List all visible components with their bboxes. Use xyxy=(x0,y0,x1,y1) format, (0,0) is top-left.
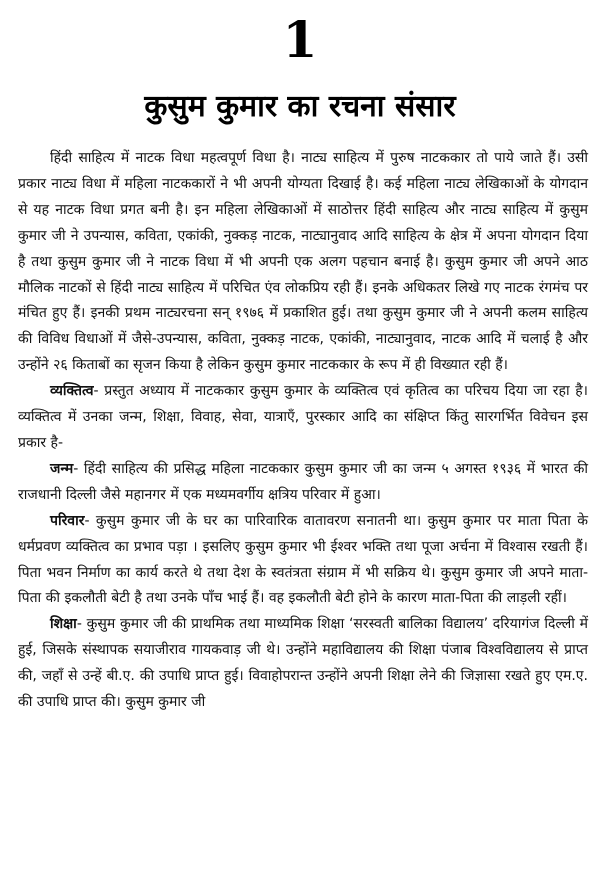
chapter-body xyxy=(18,146,588,716)
paragraph-birth xyxy=(18,457,588,509)
section-heading-education: शिक्षा xyxy=(50,616,77,633)
section-heading-family: परिवार xyxy=(50,512,85,529)
paragraph-text: - हिंदी साहित्य की प्रसिद्ध महिला नाटककार कुसुम कुमार जी का जन्म ५ अगस्त १९३६ में भारत की राजधानी दिल्ली जैसे महानगर में एक मध्यमवर्गीय क्षत्रिय परिवार में हुआ। xyxy=(18,460,588,503)
paragraph-text: - कुसुम कुमार जी के घर का पारिवारिक वातावरण सनातनी था। कुसुम कुमार पर माता पिता के धर्मप्रवण व्यक्तित्व का प्रभाव पड़ा । इसलिए कुसुम कुमार भी ईश्वर भक्ति तथा पूजा अर्चना में विश्वास रखती हैं। पिता भवन निर्माण का कार्य करते थे तथा देश के स्वतंत्रता संग्राम में भी सक्रिय थे। कुसुम कुमार जी अपने माता-पिता की इकलौती बेटी है तथा उनके पाँच भाई हैं। वह इकलौती बेटी होने के कारण माता-पिता की लाड़ली रहीं। xyxy=(18,512,588,607)
section-heading-birth: जन्म xyxy=(50,460,74,477)
paragraph-family xyxy=(18,509,588,613)
chapter-title: कुसुम कुमार का रचना संसार xyxy=(144,89,456,124)
paragraph-text: - कुसुम कुमार जी की प्राथमिक तथा माध्यमिक शिक्षा ‘सरस्वती बालिका विद्यालय’ दरियागंज दिल्ली में हुई, जिसके संस्थापक सयाजीराव गायकवाड़ जी थे। उन्होंने महाविद्यालय की शिक्षा पंजाब विश्वविद्यालय से प्राप्त की, जहाँ से उन्हें बी.ए. की उपाधि प्राप्त हुई। विवाहोपरान्त उन्होंने अपनी शिक्षा लेने की जिज्ञासा रखते हुए एम.ए. की उपाधि प्राप्त की। कुसुम कुमार जी xyxy=(18,616,588,711)
paragraph-education xyxy=(18,612,588,716)
chapter-number: 1 xyxy=(282,10,318,69)
section-heading-personality: व्यक्तित्व xyxy=(50,383,94,400)
paragraph-text: - प्रस्तुत अध्याय में नाटककार कुसुम कुमार के व्यक्तित्व एवं कृतित्व का परिचय दिया जा रहा है। व्यक्तित्व में उनका जन्म, शिक्षा, विवाह, सेवा, यात्राएँ, पुरस्कार आदि का संक्षिप्त किंतु सारगर्भित विवेचन इस प्रकार है- xyxy=(18,383,588,451)
paragraph-personality xyxy=(18,379,588,457)
paragraph-intro xyxy=(18,146,588,379)
paragraph-text: हिंदी साहित्य में नाटक विधा महत्वपूर्ण विधा है। नाट्य साहित्य में पुरुष नाटककार तो पाये जाते हैं। उसी प्रकार नाट्य विधा में महिला नाटककारों ने भी अपनी योग्यता दिखाई है। कई महिला नाट्य लेखिकाओं के योगदान से यह नाटक विधा प्रगत बनी है। इन महिला लेखिकाओं में साठोत्तर हिंदी साहित्य और नाट्य साहित्य में कुसुम कुमार जी ने उपन्यास, कविता, एकांकी, नुक्कड़ नाटक, नाट्यानुवाद आदि साहित्य के क्षेत्र में अपना योगदान दिया है तथा कुसुम कुमार जी ने नाटक विधा में भी अपनी एक अलग पहचान बनाई है। कुसुम कुमार जी अपने आठ मौलिक नाटकों से हिंदी नाट्य साहित्य में परिचित एंव लोकप्रिय रही हैं। इनके अधिकतर लिखे गए नाटक रंगमंच पर मंचित हुए हैं। इनकी प्रथम नाट्यरचना सन् १९७६ में प्रकाशित हुई। तथा कुसुम कुमार जी ने अपनी कलम साहित्य की विविध विधाओं में जैसे-उपन्यास, कविता, नुक्कड़ नाटक, एकांकी, नाट्यानुवाद, नाटक आदि में चलाई है और उन्होंने २६ किताबों का सृजन किया है लेकिन कुसुम कुमार नाटककार के रूप में ही विख्यात रही हैं। xyxy=(18,150,588,374)
